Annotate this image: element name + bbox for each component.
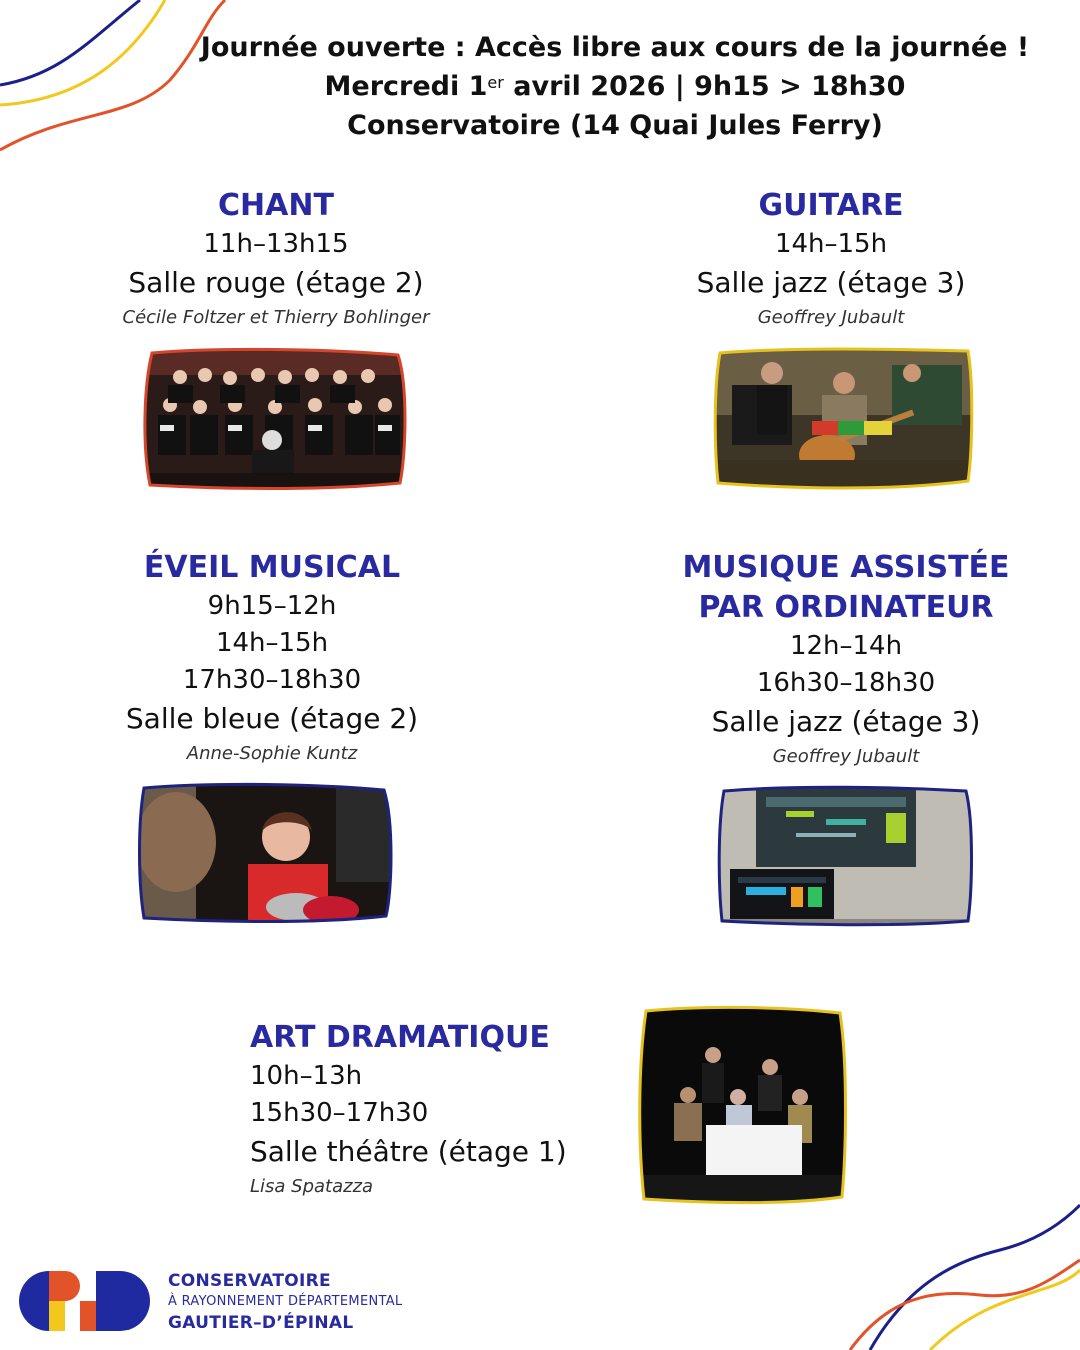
course-time: 14h–15h [774, 229, 888, 259]
course-teacher: Lisa Spatazza [250, 1176, 374, 1197]
course-title-line2: PAR ORDINATEUR [698, 590, 994, 625]
course-teacher: Anne-Sophie Kuntz [186, 743, 358, 764]
header-date-suffix: er [487, 73, 504, 92]
course-title: CHANT [218, 188, 334, 223]
course-time: 14h–15h [215, 628, 329, 658]
course-teacher: Geoffrey Jubault [772, 746, 920, 767]
conservatoire-logo-text [168, 1270, 402, 1334]
photo-child [136, 782, 396, 924]
photo-computer [716, 783, 974, 927]
photo-theatre [638, 1005, 848, 1205]
course-time: 15h30–17h30 [250, 1098, 429, 1128]
wave-decoration-bottom [840, 1200, 1080, 1350]
conservatoire-logo-icon [18, 1270, 153, 1332]
header-title: Journée ouverte : Accès libre aux cours de la journée ! [200, 32, 1030, 63]
course-room: Salle bleue (étage 2) [125, 702, 419, 735]
course-teacher: Cécile Foltzer et Thierry Bohlinger [122, 307, 430, 328]
header-date [75, 67, 1080, 106]
course-time: 12h–14h [789, 631, 903, 661]
course-chant [76, 186, 476, 333]
course-room: Salle théâtre (étage 1) [250, 1135, 567, 1168]
header-location: Conservatoire (14 Quai Jules Ferry) [347, 110, 883, 141]
course-teacher: Geoffrey Jubault [757, 307, 905, 328]
course-time: 10h–13h [250, 1061, 363, 1091]
course-room: Salle jazz (étage 3) [711, 705, 981, 738]
course-guitare [631, 186, 1031, 333]
course-title: GUITARE [758, 188, 904, 223]
course-art-dramatique [250, 1018, 630, 1202]
course-time: 17h30–18h30 [182, 665, 362, 695]
header-date-day: Mercredi 1 [324, 71, 488, 102]
logo-line-3: GAUTIER–D’ÉPINAL [168, 1313, 354, 1333]
course-title: ART DRAMATIQUE [250, 1020, 550, 1055]
course-room: Salle jazz (étage 3) [696, 266, 966, 299]
course-time: 16h30–18h30 [756, 668, 936, 698]
logo-line-1: CONSERVATOIRE [168, 1271, 331, 1291]
course-title-line1: MUSIQUE ASSISTÉE [682, 550, 1010, 585]
course-time: 11h–13h15 [203, 229, 349, 259]
course-title: ÉVEIL MUSICAL [143, 550, 401, 585]
header-date-rest: avril 2026 | 9h15 > 18h30 [503, 71, 906, 102]
logo-line-2: À RAYONNEMENT DÉPARTEMENTAL [168, 1294, 403, 1309]
photo-guitar [712, 345, 974, 491]
photo-choir [140, 345, 410, 493]
course-mao [646, 548, 1046, 772]
course-room: Salle rouge (étage 2) [128, 266, 424, 299]
course-eveil-musical [72, 548, 472, 769]
course-time: 9h15–12h [207, 591, 337, 621]
event-header [75, 28, 1080, 145]
